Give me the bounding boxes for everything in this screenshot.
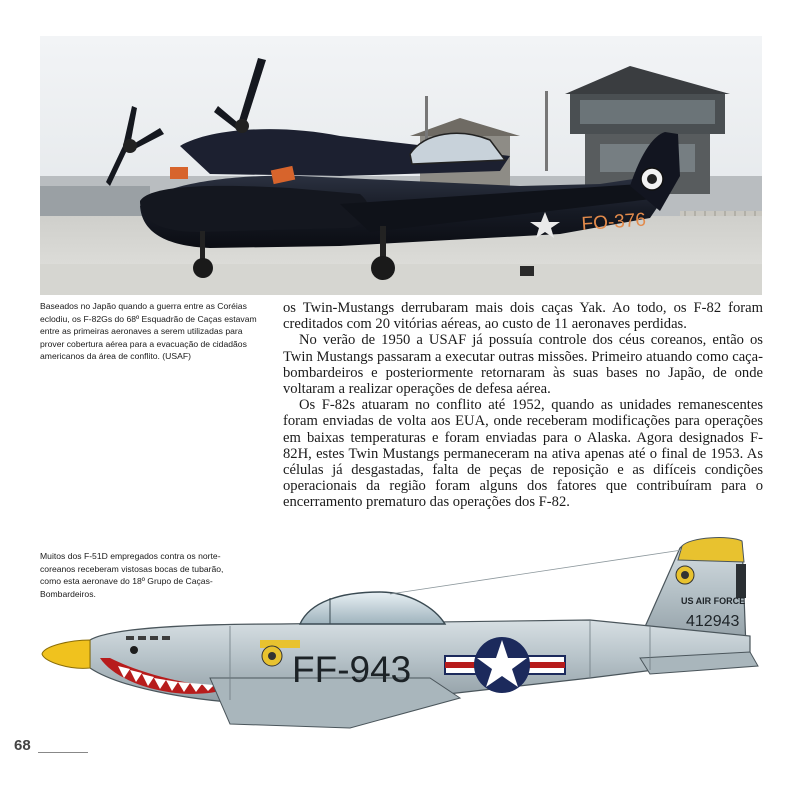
profile-tail-text: US AIR FORCE bbox=[681, 596, 746, 606]
profile-caption: Muitos dos F-51D empregados contra os norte-coreanos receberam vistosas bocas de tubarão, como esta aeronave do 18º Grupo de Caças-Bombardeiros. bbox=[40, 551, 224, 599]
article-paragraph: No verão de 1950 a USAF já possuía controle dos céus coreanos, então os Twin Mustangs passaram a executar outras missões. Primeiro atuando como caça-bombardeiros e posteriormente retornaram às suas bases no Japão, de onde voltaram a realizar operações de defesa aérea. bbox=[283, 332, 763, 398]
profile-fuselage-code: FF-943 bbox=[292, 649, 412, 690]
f51d-profile-illustration bbox=[30, 528, 770, 760]
page-number-rule bbox=[38, 752, 88, 753]
photo-tail-code: FO-376 bbox=[580, 209, 647, 235]
article-paragraph: os Twin-Mustangs derrubaram mais dois caças Yak. Ao todo, os F-82 foram creditados com 20 vitórias aéreas, ao custo de 11 aeronaves perdidas. bbox=[283, 300, 763, 333]
f82-photo bbox=[40, 36, 762, 295]
photo-caption: Baseados no Japão quando a guerra entre as Coréias eclodiu, os F-82Gs do 68º Esquadrão de Caças estavam entre as primeiras aeronaves a serem utilizadas para prover cobertura aérea para a evacuação de cidadãos americanos da área de conflito. (USAF) bbox=[40, 301, 257, 362]
article-paragraph: Os F-82s atuaram no conflito até 1952, quando as unidades remanescentes foram enviadas de volta aos EUA, onde receberam modificações para operações em baixas temperaturas e foram enviadas para o Alaska. Agora designados F-82H, estes Twin Mustangs permaneceram na ativa apenas até o final de 1953. As células já desgastadas, falta de peças de reposição e as difíceis condições operacionais da região foram alguns dos fatores que contribuíram para o encerramento prematuro das operações dos F-82. bbox=[283, 397, 763, 511]
page-number: 68 bbox=[14, 737, 31, 754]
article-body bbox=[283, 300, 763, 511]
profile-tail-serial: 412943 bbox=[686, 613, 740, 630]
